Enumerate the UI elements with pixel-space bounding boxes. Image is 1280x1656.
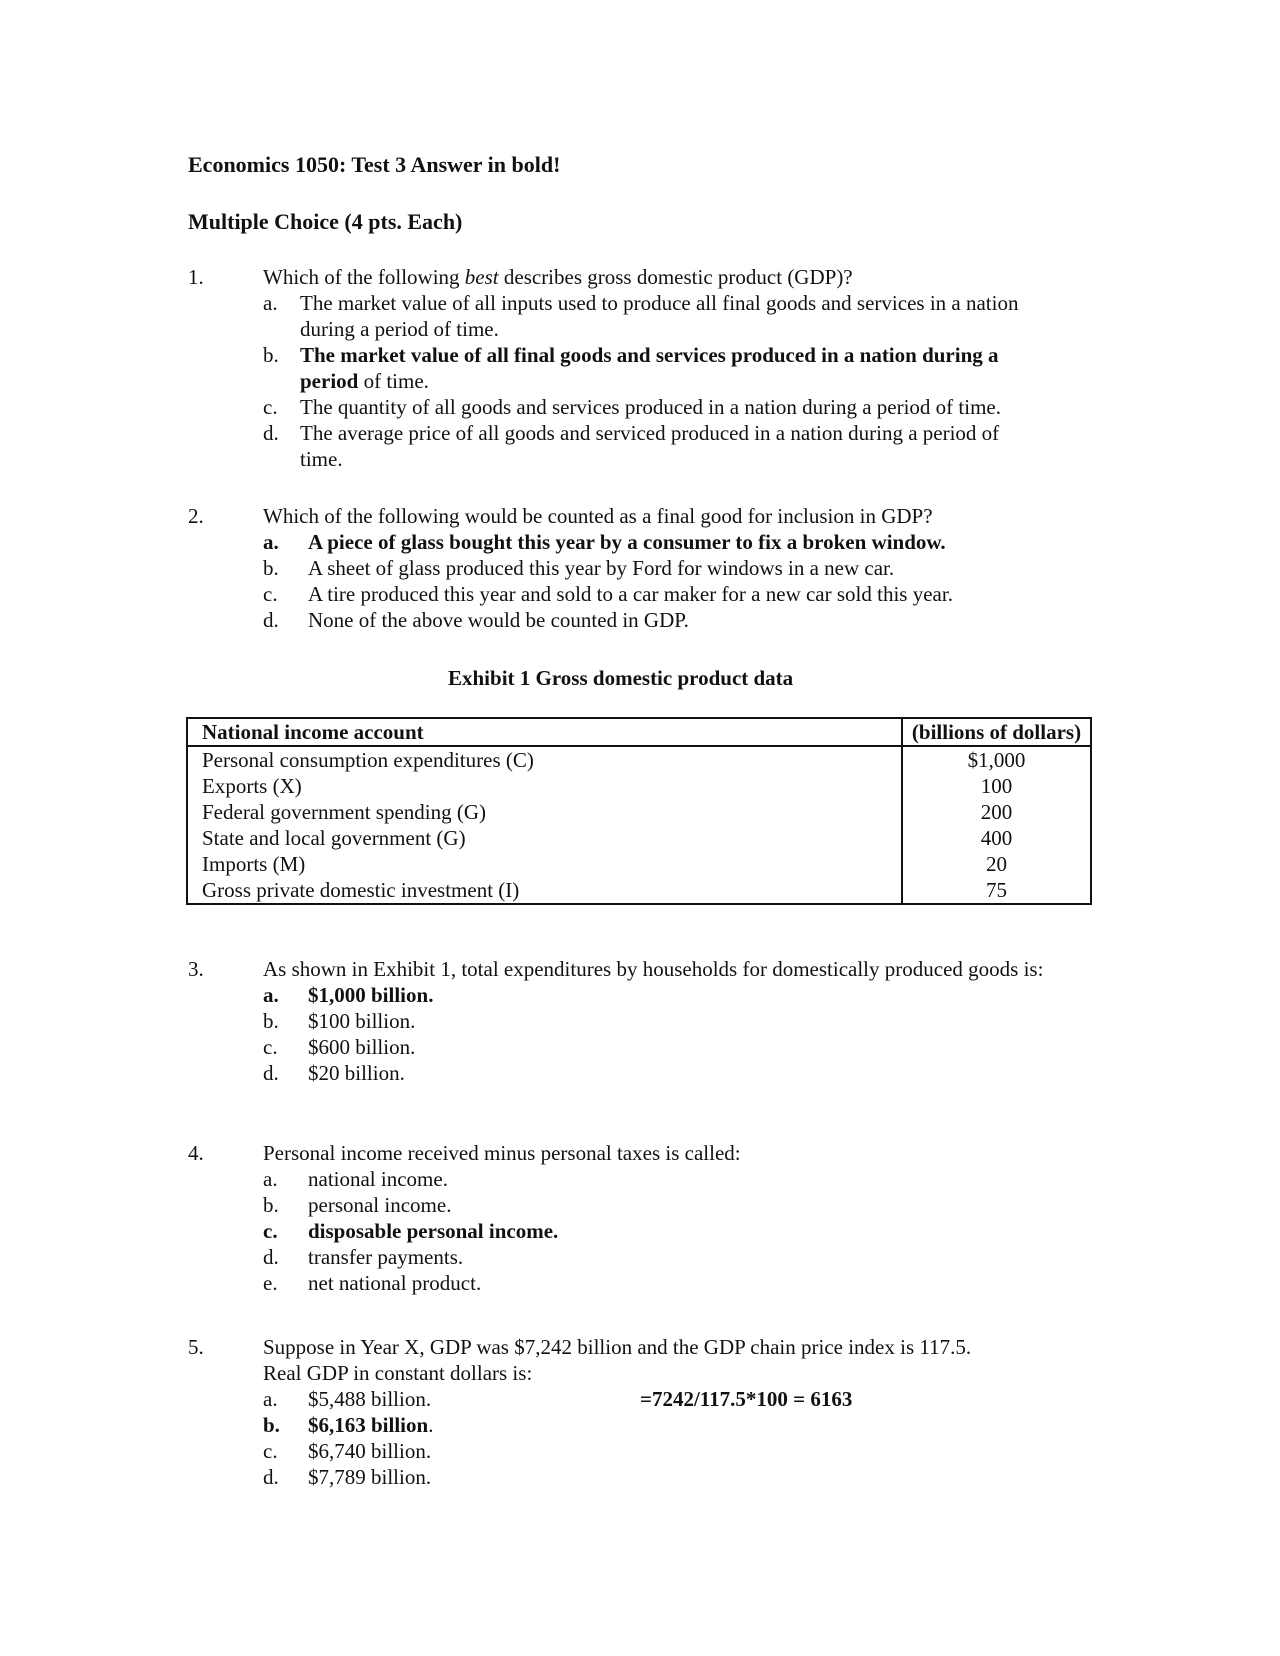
value-cell: 20 <box>902 851 1091 877</box>
option-a <box>263 529 946 555</box>
column-header-account: National income account <box>187 718 902 746</box>
section-heading: Multiple Choice (4 pts. Each) <box>188 209 463 234</box>
option-letter: a. <box>263 530 279 554</box>
question-stem: Which of the following would be counted as a final good for inclusion in GDP? <box>263 504 933 528</box>
option-text-correct: A piece of glass bought this year by a consumer to fix a broken window. <box>308 530 946 554</box>
option-letter: a. <box>263 291 278 315</box>
option-text: net national product. <box>308 1271 482 1295</box>
calculation-note: =7242/117.5*100 = 6163 <box>640 1387 853 1411</box>
option-a <box>263 1386 431 1412</box>
option-text: The average price of all goods and serviced produced in a nation during a period of <box>300 421 1000 445</box>
question-number: 1. <box>188 265 204 289</box>
option-b <box>263 1008 415 1034</box>
question-stem <box>263 264 853 290</box>
option-c <box>263 581 953 607</box>
option-c <box>263 1218 558 1244</box>
option-text-correct: $6,163 billion <box>308 1413 429 1437</box>
option-letter: c. <box>263 1219 278 1243</box>
option-letter: b. <box>263 556 279 580</box>
value-cell: $1,000 <box>902 746 1091 773</box>
value-cell: 400 <box>902 825 1091 851</box>
option-d <box>263 1464 431 1490</box>
option-b <box>263 342 999 368</box>
table-row <box>187 773 1091 799</box>
option-a-continued: during a period of time. <box>300 317 499 341</box>
account-cell: Personal consumption expenditures (C) <box>202 748 534 772</box>
option-text-correct: $1,000 billion. <box>308 983 434 1007</box>
option-text: A tire produced this year and sold to a car maker for a new car sold this year. <box>308 582 953 606</box>
option-letter: b. <box>263 1413 280 1437</box>
option-b-continued <box>300 368 429 394</box>
option-text: The quantity of all goods and services produced in a nation during a period of time. <box>300 395 1001 419</box>
option-a <box>263 290 1018 316</box>
option-letter: d. <box>263 421 279 445</box>
option-b <box>263 1412 433 1438</box>
option-c <box>263 1438 431 1464</box>
account-cell: Imports (M) <box>202 852 306 876</box>
option-text: $6,740 billion. <box>308 1439 432 1463</box>
option-d-continued: time. <box>300 447 343 471</box>
option-text: $20 billion. <box>308 1061 405 1085</box>
option-text: A sheet of glass produced this year by Ford for windows in a new car. <box>308 556 895 580</box>
exhibit-title: Exhibit 1 Gross domestic product data <box>448 666 794 690</box>
account-cell: Federal government spending (G) <box>202 800 487 824</box>
option-text: The market value of all inputs used to produce all final goods and services in a nation <box>300 291 1019 315</box>
stem-text: Which of the following <box>263 265 465 289</box>
option-d <box>263 1244 463 1270</box>
account-cell: Gross private domestic investment (I) <box>202 878 520 902</box>
option-text-correct: disposable personal income. <box>308 1219 559 1243</box>
option-letter: a. <box>263 1167 278 1191</box>
option-letter: d. <box>263 608 279 632</box>
question-number: 3. <box>188 957 204 981</box>
question-number: 2. <box>188 504 204 528</box>
column-header-value: (billions of dollars) <box>902 718 1091 746</box>
option-text: $600 billion. <box>308 1035 416 1059</box>
value-cell: 75 <box>902 877 1091 904</box>
option-letter: b. <box>263 1193 279 1217</box>
option-c <box>263 394 1001 420</box>
table-row <box>187 799 1091 825</box>
question-number: 5. <box>188 1335 204 1359</box>
option-d <box>263 420 999 446</box>
table-row <box>187 746 1091 773</box>
value-cell: 100 <box>902 773 1091 799</box>
value-cell: 200 <box>902 799 1091 825</box>
option-b <box>263 555 894 581</box>
option-letter: d. <box>263 1465 279 1489</box>
option-letter: c. <box>263 1035 278 1059</box>
question-number: 4. <box>188 1141 204 1165</box>
option-text-correct: period <box>300 369 359 393</box>
option-text: $100 billion. <box>308 1009 416 1033</box>
option-b <box>263 1192 451 1218</box>
stem-text: describes gross domestic product (GDP)? <box>498 265 853 289</box>
question-stem: Suppose in Year X, GDP was $7,242 billion and the GDP chain price index is 117.5. <box>263 1335 972 1359</box>
option-letter: a. <box>263 983 279 1007</box>
option-d <box>263 1060 405 1086</box>
option-letter: a. <box>263 1387 278 1411</box>
option-letter: e. <box>263 1271 278 1295</box>
page-title: Economics 1050: Test 3 Answer in bold! <box>188 152 561 177</box>
table-row <box>187 877 1091 904</box>
exhibit-table <box>186 717 1092 905</box>
table-row <box>187 851 1091 877</box>
question-stem-continued: Real GDP in constant dollars is: <box>263 1361 533 1385</box>
option-suffix: . <box>428 1413 434 1437</box>
option-letter: c. <box>263 1439 278 1463</box>
option-text: $7,789 billion. <box>308 1465 432 1489</box>
option-e <box>263 1270 481 1296</box>
option-text: transfer payments. <box>308 1245 464 1269</box>
table-header-row <box>187 718 1091 746</box>
option-letter: d. <box>263 1061 279 1085</box>
option-text: of time. <box>358 369 429 393</box>
option-letter: d. <box>263 1245 279 1269</box>
option-letter: c. <box>263 395 278 419</box>
table-row <box>187 825 1091 851</box>
account-cell: Exports (X) <box>202 774 302 798</box>
option-text: $5,488 billion. <box>308 1387 432 1411</box>
account-cell: State and local government (G) <box>202 826 466 850</box>
option-text: None of the above would be counted in GDP. <box>308 608 689 632</box>
question-stem: Personal income received minus personal taxes is called: <box>263 1141 741 1165</box>
stem-emphasis: best <box>464 265 499 289</box>
option-a <box>263 982 433 1008</box>
option-text-correct: The market value of all final goods and services produced in a nation during a <box>300 343 999 367</box>
option-text: personal income. <box>308 1193 452 1217</box>
option-a <box>263 1166 448 1192</box>
option-letter: c. <box>263 582 278 606</box>
option-letter: b. <box>263 343 279 367</box>
option-letter: b. <box>263 1009 279 1033</box>
question-stem: As shown in Exhibit 1, total expenditures by households for domestically produced goods is: <box>263 957 1044 981</box>
option-c <box>263 1034 415 1060</box>
option-text: national income. <box>308 1167 448 1191</box>
option-d <box>263 607 689 633</box>
